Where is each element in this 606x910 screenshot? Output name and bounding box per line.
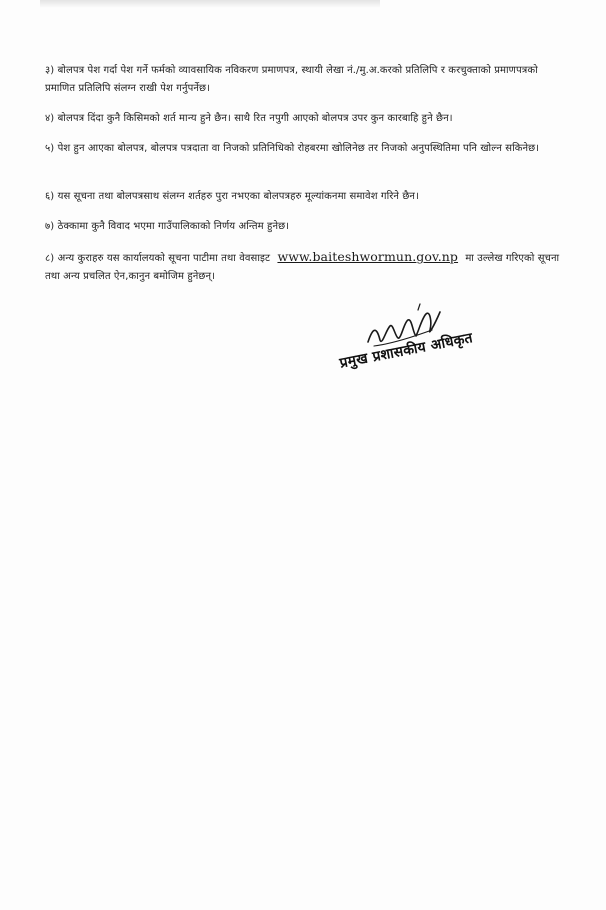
clause-8 xyxy=(45,248,565,286)
clause-8-text-after: मा उल्लेख गरिएको सूचना तथा अन्य प्रचलित ऐन,कानुन बमोजिम हुनेछन्। xyxy=(45,253,560,282)
clause-3: ३) बोलपत्र पेश गर्दा पेश गर्ने फर्मको व्यावसायिक नविकरण प्रमाणपत्र, स्थायी लेखा नं./मु.अ.करको प्रतिलिपि र करचुक्ताको प्रमाणपत्रको प्रमाणित प्रतिलिपि संलग्न राखी पेश गर्नुपर्नेछ। xyxy=(45,65,538,94)
clause-4: ४) बोलपत्र दिंदा कुनै किसिमको शर्त मान्य हुने छैन। साथै रित नपुगी आएको बोलपत्र उपर कुन कारबाहि हुने छैन। xyxy=(45,113,453,124)
clause-5: ५) पेश हुन आएका बोलपत्र, बोलपत्र पत्रदाता वा निजको प्रतिनिधिको रोहबरमा खोलिनेछ तर निजको अनुपस्थितिमा पनि खोल्न सकिनेछ। xyxy=(45,143,540,154)
clause-8-text-before: ८) अन्य कुराहरु यस कार्यालयको सूचना पाटीमा तथा वेवसाइट xyxy=(45,253,271,264)
website-link[interactable]: www.baiteshwormun.gov.np xyxy=(277,249,459,264)
clause-6: ६) यस सूचना तथा बोलपत्रसाथ संलग्न शर्तहरु पुरा नभएका बोलपत्रहरु मूल्यांकनमा समावेश गरिने छैन। xyxy=(45,191,419,202)
scan-edge-shadow xyxy=(40,0,380,8)
clause-7: ७) ठेक्कामा कुनै विवाद भएमा गाउँपालिकाको निर्णय अन्तिम हुनेछ। xyxy=(45,221,290,232)
signatory-designation: प्रमुख प्रशासकीय अधिकृत xyxy=(338,330,475,372)
